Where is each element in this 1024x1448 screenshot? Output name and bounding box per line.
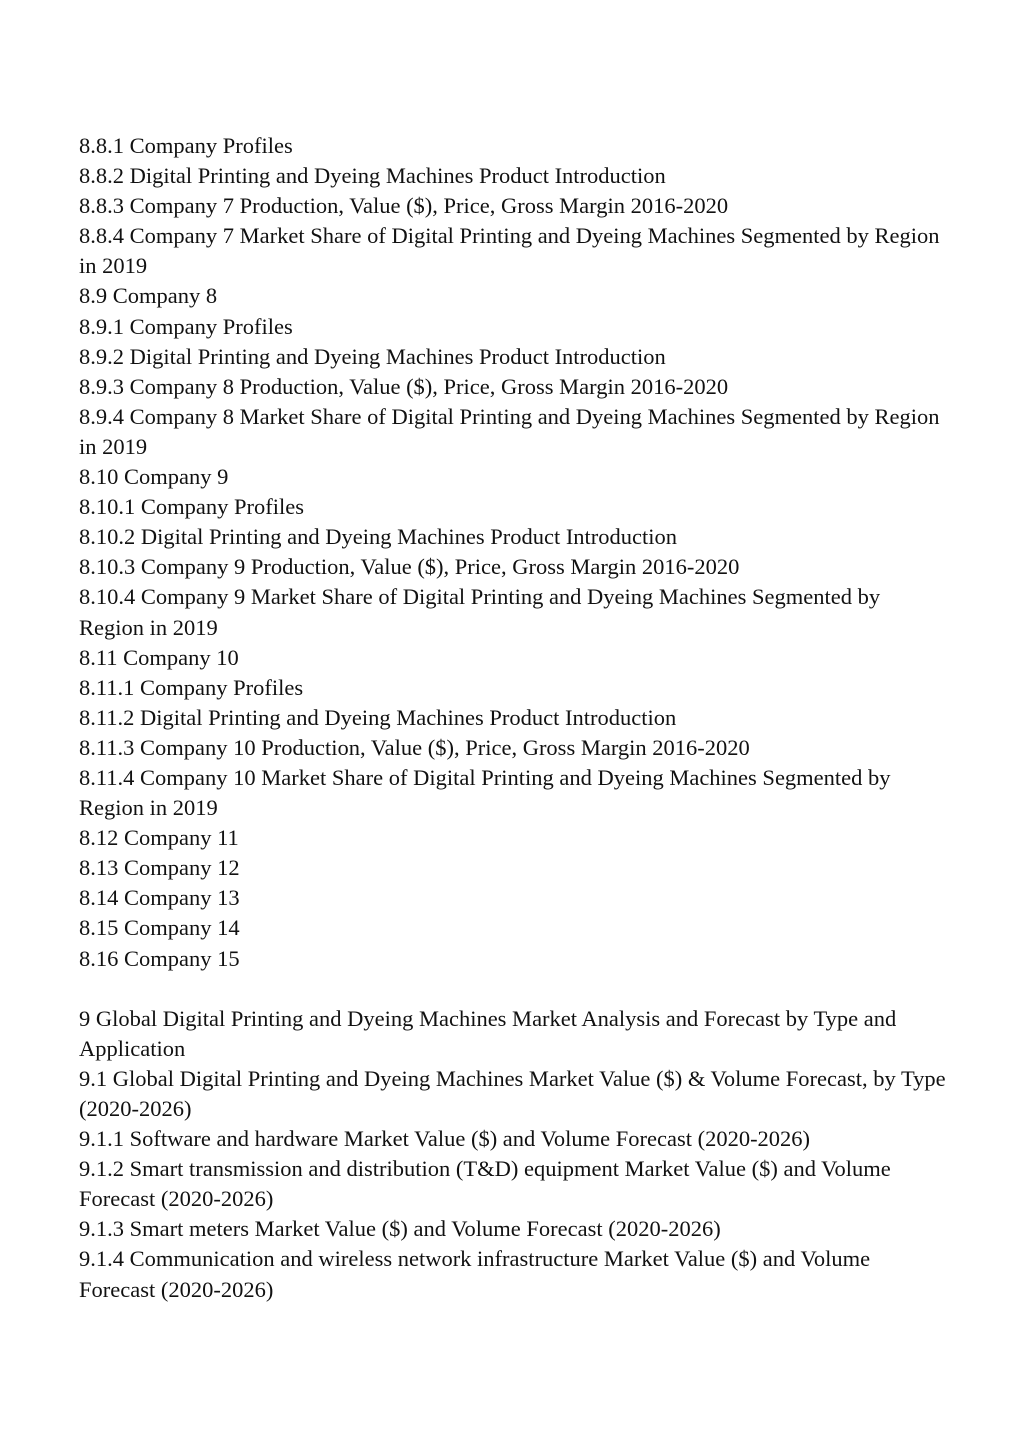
toc-entry: 8.11.3 Company 10 Production, Value ($), Price, Gross Margin 2016-2020 bbox=[79, 734, 750, 760]
toc-chapter-heading: 9 Global Digital Printing and Dyeing Machines Market Analysis and Forecast by Type and Application bbox=[79, 1005, 897, 1061]
toc-entry: 8.9.2 Digital Printing and Dyeing Machines Product Introduction bbox=[79, 343, 666, 369]
toc-entry: 8.10.2 Digital Printing and Dyeing Machines Product Introduction bbox=[79, 524, 678, 550]
toc-entry: 9.1.3 Smart meters Market Value ($) and Volume Forecast (2020-2026) bbox=[79, 1216, 721, 1242]
toc-entry: 8.8.2 Digital Printing and Dyeing Machines Product Introduction bbox=[79, 163, 666, 189]
toc-entry: 8.10.3 Company 9 Production, Value ($), Price, Gross Margin 2016-2020 bbox=[79, 554, 740, 580]
toc-entry: 8.11 Company 10 bbox=[79, 644, 239, 670]
toc-entry: 9.1 Global Digital Printing and Dyeing Machines Market Value ($) & Volume Forecast, by Type (2020-2026) bbox=[79, 1065, 946, 1121]
toc-entry: 8.12 Company 11 bbox=[79, 825, 239, 851]
toc-entry: 8.8.4 Company 7 Market Share of Digital Printing and Dyeing Machines Segmented by Region in 2019 bbox=[79, 223, 940, 279]
toc-entry: 9.1.1 Software and hardware Market Value ($) and Volume Forecast (2020-2026) bbox=[79, 1126, 811, 1152]
toc-entry: 8.9.4 Company 8 Market Share of Digital Printing and Dyeing Machines Segmented by Region in 2019 bbox=[79, 403, 940, 459]
toc-entry: 8.9.3 Company 8 Production, Value ($), Price, Gross Margin 2016-2020 bbox=[79, 373, 729, 399]
toc-entry: 8.9.1 Company Profiles bbox=[79, 313, 293, 339]
toc-entry: 9.1.4 Communication and wireless network infrastructure Market Value ($) and Volume Forecast (2020-2026) bbox=[79, 1246, 871, 1302]
toc-entry: 8.11.4 Company 10 Market Share of Digital Printing and Dyeing Machines Segmented by Region in 2019 bbox=[79, 764, 891, 821]
toc-entry: 8.9 Company 8 bbox=[79, 283, 218, 309]
toc-entry: 8.10 Company 9 bbox=[79, 464, 229, 490]
toc-entry: 8.10.4 Company 9 Market Share of Digital Printing and Dyeing Machines Segmented by Region in 2019 bbox=[79, 584, 881, 640]
document-page bbox=[79, 131, 949, 1305]
toc-entry: 8.15 Company 14 bbox=[79, 915, 240, 941]
toc-block-companies bbox=[79, 131, 949, 974]
toc-entry: 8.11.2 Digital Printing and Dyeing Machines Product Introduction bbox=[79, 704, 677, 730]
toc-entry: 9.1.2 Smart transmission and distribution (T&D) equipment Market Value ($) and Volume Forecast (2020-2026) bbox=[79, 1156, 891, 1212]
toc-entry: 8.14 Company 13 bbox=[79, 885, 240, 911]
toc-entry: 8.8.1 Company Profiles bbox=[79, 133, 293, 158]
toc-entry: 8.13 Company 12 bbox=[79, 855, 240, 881]
toc-entry: 8.8.3 Company 7 Production, Value ($), Price, Gross Margin 2016-2020 bbox=[79, 193, 729, 219]
section-gap bbox=[79, 974, 949, 1004]
toc-entry: 8.16 Company 15 bbox=[79, 945, 240, 971]
toc-entry: 8.11.1 Company Profiles bbox=[79, 674, 304, 700]
toc-block-forecast bbox=[79, 1004, 949, 1305]
toc-entry: 8.10.1 Company Profiles bbox=[79, 494, 304, 520]
